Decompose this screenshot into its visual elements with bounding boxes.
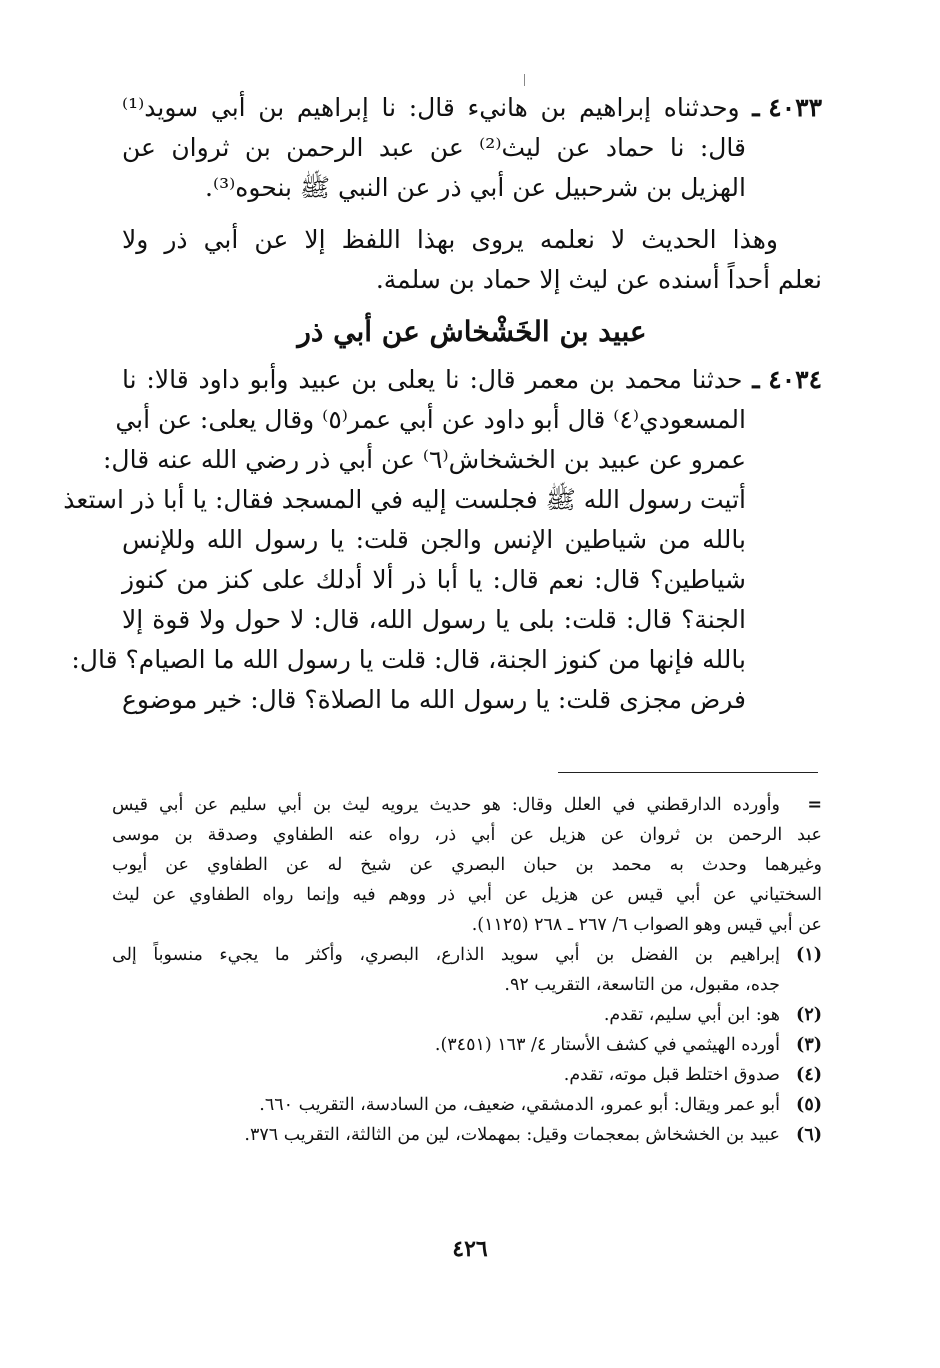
hadith-4034-line-2: المسعودي⁽٤⁾ قال أبو داود عن أبي عمر⁽٥⁾ وقال يعلى: عن أبي bbox=[115, 405, 746, 434]
hadith-4033-line-1: ٤٠٣٣ ـ وحدثناه إبراهيم بن هانيء قال: نا إبراهيم بن أبي سويد⁽¹⁾ bbox=[122, 88, 822, 128]
footnote-separator bbox=[558, 772, 818, 773]
commentary-line-2: نعلم أحداً أسنده عن ليث إلا حماد بن سلمة. bbox=[375, 265, 822, 294]
hadith-4034-line-5: بالله من شياطين الإنس والجن قلت: يا رسول الله وللإنس bbox=[122, 525, 746, 554]
footnote-5-mark: (٥) bbox=[796, 1095, 822, 1115]
hadith-4034-line-6: شياطين؟ قال: نعم قال: يا أبا ذر ألا أدلك على كنز من كنوز bbox=[122, 565, 746, 594]
hadith-4033-number: ٤٠٣٣ ـ bbox=[752, 93, 822, 122]
scan-mark bbox=[524, 74, 525, 86]
footnote-5: (٥)أبو عمر ويقال: أبو عمرو، الدمشقي، ضعيف، من السادسة، التقريب ٦٦٠. bbox=[112, 1090, 822, 1120]
hadith-4034-line-4: أتيت رسول الله ﷺ فجلست إليه في المسجد فقال: يا أبا ذر استعذ bbox=[63, 485, 746, 514]
footnote-4-mark: (٤) bbox=[796, 1065, 822, 1085]
footnotes bbox=[112, 790, 822, 1150]
footnote-continuation-line-2: عبد الرحمن بن ثروان عن هزيل عن أبي ذر، رواه عنه الطفاوي وصدقة بن موسى bbox=[112, 825, 822, 845]
page-number: ٤٢٦ bbox=[452, 1236, 488, 1262]
footnote-3-mark: (٣) bbox=[796, 1035, 822, 1055]
hadith-4034-line-7: الجنة؟ قال: قلت: بلى يا رسول الله، قال: لا حول ولا قوة إلا bbox=[122, 605, 746, 634]
footnote-1-mark: (١) bbox=[796, 945, 822, 965]
hadith-4034-line-3: عمرو عن عبيد بن الخشخاش⁽٦⁾ عن أبي ذر رضي الله عنه قال: bbox=[102, 445, 746, 474]
footnote-continuation-line-3: وغيرهما وحدث به محمد بن حبان البصري عن شيخ له عن الطفاوي عن أيوب bbox=[112, 855, 822, 875]
hadith-4034-line-8: بالله فإنها من كنوز الجنة، قال: قلت يا رسول الله ما الصيام؟ قال: bbox=[71, 645, 746, 674]
footnote-1-line-2: جده، مقبول، من التاسعة، التقريب ٩٢. bbox=[504, 975, 780, 995]
hadith-4034-number: ٤٠٣٤ ـ bbox=[752, 365, 823, 394]
hadith-4033-line-2: قال: نا حماد عن ليث⁽²⁾ عن عبد الرحمن بن ثروان عن bbox=[122, 133, 746, 162]
footnote-4: (٤)صدوق اختلط قبل موته، تقدم. bbox=[112, 1060, 822, 1090]
main-text bbox=[63, 88, 823, 720]
footnote-continuation-mark: = bbox=[807, 795, 822, 815]
footnote-continuation-line-5: عن أبي قيس وهو الصواب ٦/ ٢٦٧ ـ ٢٦٨ (١١٢٥). bbox=[471, 915, 822, 935]
section-title: عبيد بن الخَشْخاش عن أبي ذر bbox=[297, 315, 647, 348]
footnote-3: (٣)أورده الهيثمي في كشف الأستار ٤/ ١٦٣ (٣٤٥١). bbox=[112, 1030, 822, 1060]
hadith-4034-line-9: فرض مجزى قلت: يا رسول الله ما الصلاة؟ قال: خير موضوع bbox=[122, 685, 746, 714]
footnote-6: (٦)عبيد بن الخشخاش بمعجمات وقيل: بمهملات، لين من الثالثة، التقريب ٣٧٦. bbox=[112, 1120, 822, 1150]
footnote-2: (٢)هو: ابن أبي سليم، تقدم. bbox=[112, 1000, 822, 1030]
hadith-4034-line-1: ٤٠٣٤ ـ حدثنا محمد بن معمر قال: نا يعلى بن عبيد وأبو داود قالا: نا bbox=[122, 360, 822, 400]
footnote-continuation-line-4: السختياني عن أبي قيس عن هزيل عن أبي ذر ووهم فيه وإنما رواه الطفاوي عن ليث bbox=[112, 885, 822, 905]
footnote-6-mark: (٦) bbox=[796, 1125, 822, 1145]
footnote-1-line-1: (١)إبراهيم بن الفضل بن أبي سويد الذارع، البصري، وأكثر ما يجيء منسوباً إلى bbox=[112, 940, 822, 970]
commentary-line-1: وهذا الحديث لا نعلمه يروى بهذا اللفظ إلا عن أبي ذر ولا bbox=[122, 225, 778, 254]
footnote-2-mark: (٢) bbox=[796, 1005, 822, 1025]
footnote-continuation-line-1: =وأورده الدارقطني في العلل وقال: هو حديث يرويه ليث بن أبي سليم عن أبي قيس bbox=[112, 790, 822, 820]
hadith-4033-line-3: الهزيل بن شرحبيل عن أبي ذر عن النبي ﷺ بنحوه⁽³⁾. bbox=[205, 173, 746, 202]
